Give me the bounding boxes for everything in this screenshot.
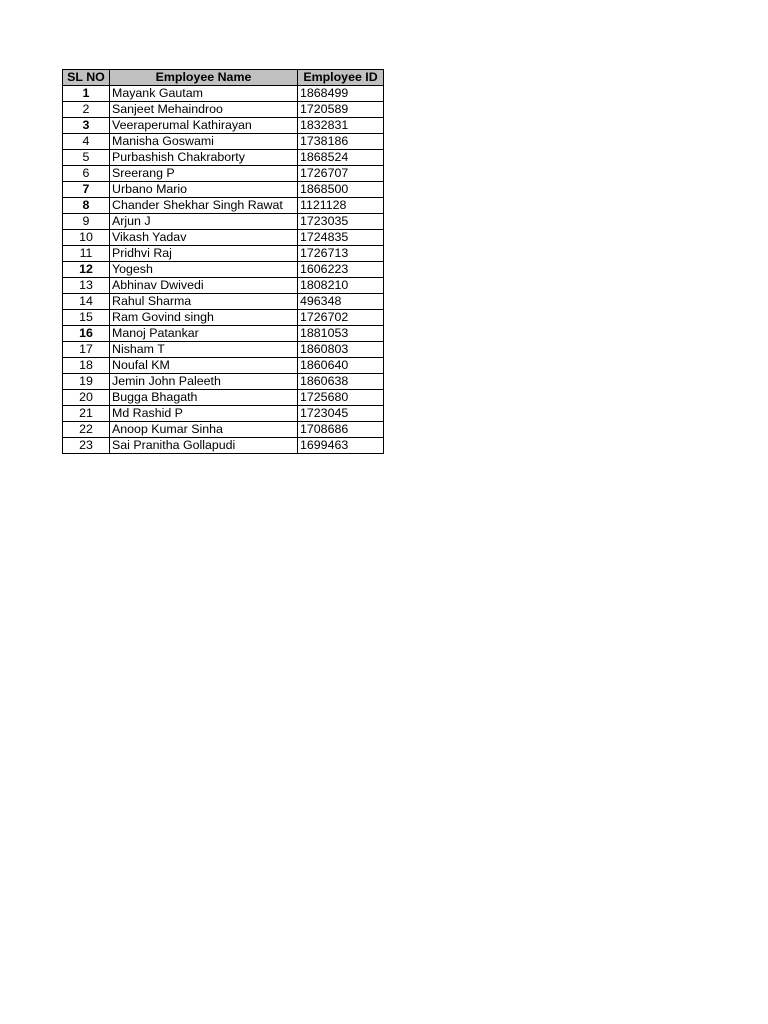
employee-id-cell[interactable]: 1860638 [298, 374, 384, 390]
sl-no-cell[interactable]: 17 [63, 342, 110, 358]
table-row [63, 102, 384, 118]
employee-name-cell[interactable]: Pridhvi Raj [110, 246, 298, 262]
employee-name-cell[interactable]: Veeraperumal Kathirayan [110, 118, 298, 134]
employee-table [62, 69, 384, 454]
employee-name-cell[interactable]: Md Rashid P [110, 406, 298, 422]
table-row [63, 118, 384, 134]
table-row [63, 214, 384, 230]
sl-no-cell[interactable]: 2 [63, 102, 110, 118]
employee-id-cell[interactable]: 1121128 [298, 198, 384, 214]
table-row [63, 198, 384, 214]
table-row [63, 278, 384, 294]
table-row [63, 342, 384, 358]
employee-name-cell[interactable]: Nisham T [110, 342, 298, 358]
table-row [63, 182, 384, 198]
sl-no-header[interactable]: SL NO [63, 70, 110, 86]
employee-name-cell[interactable]: Arjun J [110, 214, 298, 230]
sl-no-cell[interactable]: 22 [63, 422, 110, 438]
employee-name-header[interactable]: Employee Name [110, 70, 298, 86]
employee-id-cell[interactable]: 1860640 [298, 358, 384, 374]
employee-name-cell[interactable]: Sai Pranitha Gollapudi [110, 438, 298, 454]
sl-no-cell[interactable]: 23 [63, 438, 110, 454]
employee-id-cell[interactable]: 1708686 [298, 422, 384, 438]
table-body [63, 86, 384, 454]
table-row [63, 310, 384, 326]
table-row [63, 422, 384, 438]
sl-no-cell[interactable]: 10 [63, 230, 110, 246]
table-row [63, 374, 384, 390]
employee-id-cell[interactable]: 1860803 [298, 342, 384, 358]
employee-name-cell[interactable]: Manisha Goswami [110, 134, 298, 150]
sl-no-cell[interactable]: 21 [63, 406, 110, 422]
employee-id-cell[interactable]: 1606223 [298, 262, 384, 278]
table-row [63, 358, 384, 374]
sl-no-cell[interactable]: 12 [63, 262, 110, 278]
employee-name-cell[interactable]: Manoj Patankar [110, 326, 298, 342]
employee-name-cell[interactable]: Anoop Kumar Sinha [110, 422, 298, 438]
header-row [63, 70, 384, 86]
employee-id-cell[interactable]: 496348 [298, 294, 384, 310]
employee-name-cell[interactable]: Mayank Gautam [110, 86, 298, 102]
employee-id-cell[interactable]: 1723045 [298, 406, 384, 422]
employee-name-cell[interactable]: Purbashish Chakraborty [110, 150, 298, 166]
table-row [63, 438, 384, 454]
table-row [63, 150, 384, 166]
sl-no-cell[interactable]: 16 [63, 326, 110, 342]
employee-id-cell[interactable]: 1832831 [298, 118, 384, 134]
employee-id-header[interactable]: Employee ID [298, 70, 384, 86]
employee-name-cell[interactable]: Rahul Sharma [110, 294, 298, 310]
employee-id-cell[interactable]: 1881053 [298, 326, 384, 342]
employee-name-cell[interactable]: Urbano Mario [110, 182, 298, 198]
employee-id-cell[interactable]: 1808210 [298, 278, 384, 294]
table-row [63, 166, 384, 182]
employee-name-cell[interactable]: Ram Govind singh [110, 310, 298, 326]
employee-id-cell[interactable]: 1699463 [298, 438, 384, 454]
employee-name-cell[interactable]: Yogesh [110, 262, 298, 278]
sl-no-cell[interactable]: 14 [63, 294, 110, 310]
sl-no-cell[interactable]: 18 [63, 358, 110, 374]
sl-no-cell[interactable]: 7 [63, 182, 110, 198]
table-row [63, 390, 384, 406]
employee-name-cell[interactable]: Sreerang P [110, 166, 298, 182]
employee-name-cell[interactable]: Vikash Yadav [110, 230, 298, 246]
sl-no-cell[interactable]: 4 [63, 134, 110, 150]
sl-no-cell[interactable]: 11 [63, 246, 110, 262]
employee-id-cell[interactable]: 1726713 [298, 246, 384, 262]
table-row [63, 262, 384, 278]
employee-id-cell[interactable]: 1723035 [298, 214, 384, 230]
employee-id-cell[interactable]: 1868500 [298, 182, 384, 198]
employee-name-cell[interactable]: Chander Shekhar Singh Rawat [110, 198, 298, 214]
table-row [63, 86, 384, 102]
table-row [63, 294, 384, 310]
sl-no-cell[interactable]: 3 [63, 118, 110, 134]
table-row [63, 246, 384, 262]
sl-no-cell[interactable]: 19 [63, 374, 110, 390]
table-row [63, 406, 384, 422]
employee-name-cell[interactable]: Noufal KM [110, 358, 298, 374]
employee-id-cell[interactable]: 1725680 [298, 390, 384, 406]
employee-id-cell[interactable]: 1868499 [298, 86, 384, 102]
employee-id-cell[interactable]: 1738186 [298, 134, 384, 150]
employee-id-cell[interactable]: 1724835 [298, 230, 384, 246]
employee-id-cell[interactable]: 1868524 [298, 150, 384, 166]
employee-id-cell[interactable]: 1726707 [298, 166, 384, 182]
table-row [63, 230, 384, 246]
sl-no-cell[interactable]: 13 [63, 278, 110, 294]
sl-no-cell[interactable]: 15 [63, 310, 110, 326]
sl-no-cell[interactable]: 8 [63, 198, 110, 214]
sl-no-cell[interactable]: 1 [63, 86, 110, 102]
table-row [63, 326, 384, 342]
sl-no-cell[interactable]: 5 [63, 150, 110, 166]
sl-no-cell[interactable]: 9 [63, 214, 110, 230]
employee-id-cell[interactable]: 1726702 [298, 310, 384, 326]
sl-no-cell[interactable]: 6 [63, 166, 110, 182]
employee-id-cell[interactable]: 1720589 [298, 102, 384, 118]
table-row [63, 134, 384, 150]
sl-no-cell[interactable]: 20 [63, 390, 110, 406]
employee-name-cell[interactable]: Bugga Bhagath [110, 390, 298, 406]
employee-name-cell[interactable]: Jemin John Paleeth [110, 374, 298, 390]
employee-name-cell[interactable]: Abhinav Dwivedi [110, 278, 298, 294]
employee-name-cell[interactable]: Sanjeet Mehaindroo [110, 102, 298, 118]
spreadsheet-area [62, 69, 384, 454]
